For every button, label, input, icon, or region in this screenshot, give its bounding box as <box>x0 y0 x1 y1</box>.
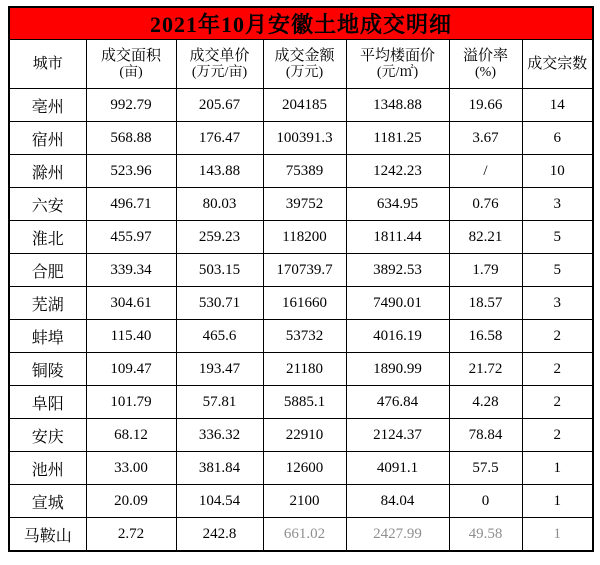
table-row <box>9 452 593 485</box>
value-cell: 33.00 <box>86 452 176 485</box>
value-cell: 16.58 <box>449 320 522 353</box>
city-cell: 蚌埠 <box>9 320 86 353</box>
value-cell: 10 <box>522 155 593 188</box>
value-cell: 503.15 <box>176 254 263 287</box>
value-cell: 568.88 <box>86 122 176 155</box>
city-cell: 芜湖 <box>9 287 86 320</box>
value-cell: 259.23 <box>176 221 263 254</box>
value-cell: 21.72 <box>449 353 522 386</box>
column-unit: (万元) <box>285 64 324 80</box>
column-header-7 <box>522 40 593 89</box>
value-cell: 0.76 <box>449 188 522 221</box>
value-cell: 4.28 <box>449 386 522 419</box>
value-cell: 118200 <box>263 221 346 254</box>
value-cell: 1348.88 <box>346 89 449 122</box>
value-cell: 4091.1 <box>346 452 449 485</box>
value-cell: 170739.7 <box>263 254 346 287</box>
value-cell: 2 <box>522 353 593 386</box>
table-title: 2021年10月安徽土地成交明细 <box>9 7 593 40</box>
value-cell: 4016.19 <box>346 320 449 353</box>
value-cell: 3 <box>522 287 593 320</box>
city-cell: 合肥 <box>9 254 86 287</box>
value-cell: 12600 <box>263 452 346 485</box>
table-row <box>9 287 593 320</box>
value-cell: 18.57 <box>449 287 522 320</box>
value-cell: 661.02 <box>263 518 346 552</box>
column-label: 城市 <box>32 56 63 72</box>
value-cell: 1.79 <box>449 254 522 287</box>
table-row <box>9 419 593 452</box>
value-cell: 7490.01 <box>346 287 449 320</box>
value-cell: 6 <box>522 122 593 155</box>
value-cell: 57.81 <box>176 386 263 419</box>
city-cell: 淮北 <box>9 221 86 254</box>
value-cell: 20.09 <box>86 485 176 518</box>
value-cell: 530.71 <box>176 287 263 320</box>
column-label: 成交面积 <box>100 47 161 64</box>
value-cell: 242.8 <box>176 518 263 552</box>
value-cell: 465.6 <box>176 320 263 353</box>
city-cell: 池州 <box>9 452 86 485</box>
value-cell: 49.58 <box>449 518 522 552</box>
value-cell: 381.84 <box>176 452 263 485</box>
value-cell: 39752 <box>263 188 346 221</box>
column-unit: (万元/亩) <box>191 64 248 80</box>
value-cell: 14 <box>522 89 593 122</box>
column-header-6 <box>449 40 522 89</box>
value-cell: 204185 <box>263 89 346 122</box>
value-cell: 5 <box>522 254 593 287</box>
value-cell: 1890.99 <box>346 353 449 386</box>
value-cell: 1 <box>522 452 593 485</box>
value-cell: / <box>449 155 522 188</box>
value-cell: 1 <box>522 485 593 518</box>
table-row <box>9 254 593 287</box>
city-cell: 马鞍山 <box>9 518 86 552</box>
title-row <box>9 7 593 40</box>
table-row <box>9 386 593 419</box>
value-cell: 22910 <box>263 419 346 452</box>
value-cell: 21180 <box>263 353 346 386</box>
city-cell: 亳州 <box>9 89 86 122</box>
value-cell: 304.61 <box>86 287 176 320</box>
land-transaction-report <box>8 6 594 552</box>
value-cell: 2 <box>522 386 593 419</box>
city-cell: 安庆 <box>9 419 86 452</box>
column-unit: (亩) <box>119 64 143 80</box>
column-label: 成交金额 <box>274 47 335 64</box>
value-cell: 2.72 <box>86 518 176 552</box>
value-cell: 2427.99 <box>346 518 449 552</box>
value-cell: 205.67 <box>176 89 263 122</box>
value-cell: 523.96 <box>86 155 176 188</box>
column-label: 平均楼面价 <box>359 47 435 64</box>
city-cell: 铜陵 <box>9 353 86 386</box>
value-cell: 193.47 <box>176 353 263 386</box>
value-cell: 339.34 <box>86 254 176 287</box>
value-cell: 53732 <box>263 320 346 353</box>
table-row <box>9 155 593 188</box>
value-cell: 0 <box>449 485 522 518</box>
table-row <box>9 188 593 221</box>
table-row <box>9 122 593 155</box>
value-cell: 109.47 <box>86 353 176 386</box>
value-cell: 82.21 <box>449 221 522 254</box>
city-cell: 宿州 <box>9 122 86 155</box>
value-cell: 1242.23 <box>346 155 449 188</box>
value-cell: 2 <box>522 320 593 353</box>
value-cell: 143.88 <box>176 155 263 188</box>
value-cell: 3 <box>522 188 593 221</box>
value-cell: 80.03 <box>176 188 263 221</box>
value-cell: 1811.44 <box>346 221 449 254</box>
value-cell: 336.32 <box>176 419 263 452</box>
column-unit: (%) <box>475 64 496 80</box>
table-row <box>9 89 593 122</box>
value-cell: 992.79 <box>86 89 176 122</box>
city-cell: 六安 <box>9 188 86 221</box>
value-cell: 455.97 <box>86 221 176 254</box>
table-row <box>9 221 593 254</box>
value-cell: 104.54 <box>176 485 263 518</box>
value-cell: 5 <box>522 221 593 254</box>
value-cell: 634.95 <box>346 188 449 221</box>
value-cell: 1 <box>522 518 593 552</box>
value-cell: 75389 <box>263 155 346 188</box>
city-cell: 宣城 <box>9 485 86 518</box>
value-cell: 115.40 <box>86 320 176 353</box>
column-label: 成交单价 <box>189 47 250 64</box>
column-unit: (元/㎡) <box>376 64 419 80</box>
value-cell: 101.79 <box>86 386 176 419</box>
value-cell: 1181.25 <box>346 122 449 155</box>
value-cell: 2124.37 <box>346 419 449 452</box>
column-header-4 <box>263 40 346 89</box>
value-cell: 19.66 <box>449 89 522 122</box>
value-cell: 57.5 <box>449 452 522 485</box>
land-transaction-table <box>8 6 594 552</box>
table-row <box>9 320 593 353</box>
value-cell: 3892.53 <box>346 254 449 287</box>
value-cell: 176.47 <box>176 122 263 155</box>
table-row <box>9 518 593 552</box>
value-cell: 84.04 <box>346 485 449 518</box>
table-body <box>9 89 593 552</box>
column-label: 溢价率 <box>462 47 508 64</box>
value-cell: 2 <box>522 419 593 452</box>
table-row <box>9 485 593 518</box>
value-cell: 161660 <box>263 287 346 320</box>
column-header-3 <box>176 40 263 89</box>
column-header-5 <box>346 40 449 89</box>
column-label: 成交宗数 <box>527 56 588 72</box>
column-header-2 <box>86 40 176 89</box>
value-cell: 2100 <box>263 485 346 518</box>
column-header-row <box>9 40 593 89</box>
value-cell: 3.67 <box>449 122 522 155</box>
column-header-1 <box>9 40 86 89</box>
value-cell: 78.84 <box>449 419 522 452</box>
value-cell: 68.12 <box>86 419 176 452</box>
value-cell: 100391.3 <box>263 122 346 155</box>
value-cell: 496.71 <box>86 188 176 221</box>
value-cell: 476.84 <box>346 386 449 419</box>
city-cell: 滁州 <box>9 155 86 188</box>
city-cell: 阜阳 <box>9 386 86 419</box>
value-cell: 5885.1 <box>263 386 346 419</box>
table-row <box>9 353 593 386</box>
